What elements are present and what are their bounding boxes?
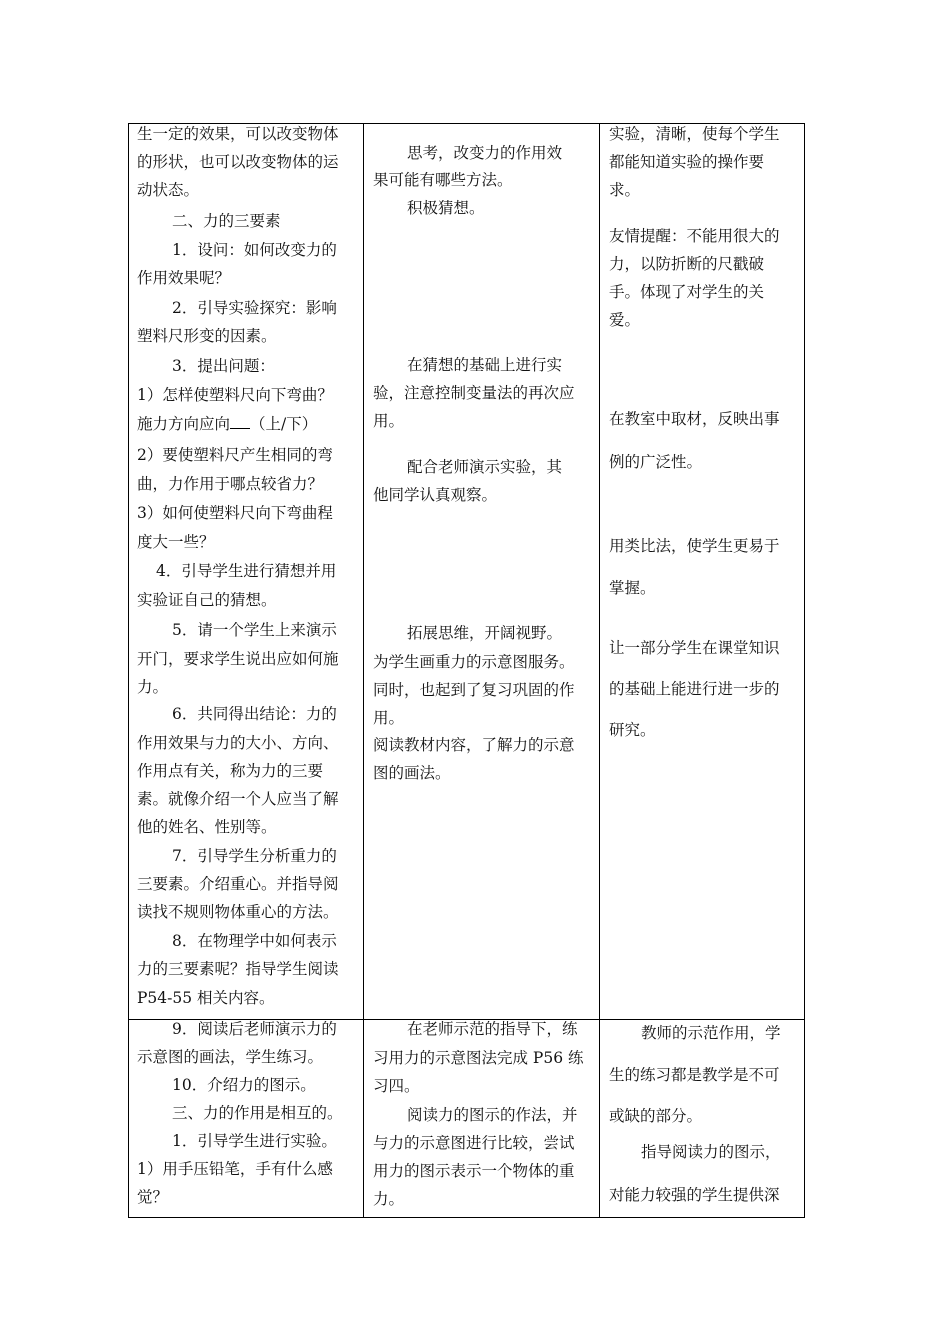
text-line: 习四。: [373, 1077, 420, 1095]
text-line: 生一定的效果，可以改变物体: [137, 125, 339, 143]
text-line: 用力的图示表示一个物体的重: [373, 1162, 575, 1180]
text-line: 6．共同得出结论：力的: [172, 705, 337, 723]
text-line: 5．请一个学生上来演示: [172, 621, 337, 639]
text-line: 教师的示范作用，学: [641, 1024, 781, 1042]
table-border-left: [128, 123, 129, 1218]
text-line: 用。: [373, 709, 405, 727]
text-line: 3．提出问题：: [172, 357, 275, 375]
text-line: 研究。: [609, 721, 656, 739]
text-line: 9．阅读后老师演示力的: [172, 1020, 337, 1038]
table-border-right: [804, 123, 805, 1218]
text-line: 验，注意控制变量法的再次应: [373, 384, 575, 402]
text-line: 积极猜想。: [407, 199, 485, 217]
text-line: 图的画法。: [373, 764, 451, 782]
text-line: 手。体现了对学生的关: [609, 283, 765, 301]
text-line: 配合老师演示实验，其: [407, 458, 563, 476]
text-line: 三要素。介绍重心。并指导阅: [137, 875, 339, 893]
text-line: 3）如何使塑料尺向下弯曲程: [137, 504, 333, 522]
text-line: 1）怎样使塑料尺向下弯曲？: [137, 386, 333, 404]
text-line: 曲，力作用于哪点较省力？: [137, 475, 324, 493]
text-line: 1）用手压铅笔，手有什么感: [137, 1160, 333, 1178]
text-line: 力，以防折断的尺戳破: [609, 255, 765, 273]
text-line: 掌握。: [609, 579, 656, 597]
text-line: 开门，要求学生说出应如何施: [137, 650, 339, 668]
text-line: 的基础上能进行进一步的: [609, 680, 780, 698]
text-line: 2．引导实验探究：影响: [172, 299, 337, 317]
text-line: 7．引导学生分析重力的: [172, 847, 337, 865]
text-line: 友情提醒：不能用很大的: [609, 227, 780, 245]
text-line: 度大一些？: [137, 533, 215, 551]
question-text: 施力方向应向: [137, 415, 231, 433]
answer-blank: [230, 412, 250, 429]
column-divider-2: [599, 123, 600, 1218]
question-hint: （上/下）: [250, 415, 318, 433]
text-line: 生的练习都是教学是不可: [609, 1066, 780, 1084]
text-line: 4．引导学生进行猜想并用: [156, 562, 337, 580]
text-line: 素。就像介绍一个人应当了解: [137, 790, 339, 808]
text-line: 同时，也起到了复习巩固的作: [373, 681, 575, 699]
text-line: 阅读力的图示的作法，并: [407, 1106, 578, 1124]
text-line: 例的广泛性。: [609, 453, 703, 471]
text-line: 为学生画重力的示意图服务。: [373, 653, 575, 671]
text-line: 10．介绍力的图示。: [172, 1076, 316, 1094]
text-line: 作用效果呢？: [137, 269, 231, 287]
section-heading: 三、力的作用是相互的。: [172, 1104, 343, 1122]
text-line: 在老师示范的指导下，练: [407, 1020, 578, 1038]
text-line: 指导阅读力的图示，: [641, 1143, 781, 1161]
text-line: 力。: [137, 678, 169, 696]
text-line: 在猜想的基础上进行实: [407, 356, 563, 374]
text-line: 他同学认真观察。: [373, 486, 498, 504]
text-line: 爱。: [609, 311, 641, 329]
text-line: 习用力的示意图法完成 P56 练: [373, 1049, 584, 1067]
text-line: 让一部分学生在课堂知识: [609, 639, 780, 657]
text-line: 用。: [373, 412, 405, 430]
text-line: 2）要使塑料尺产生相同的弯: [137, 446, 333, 464]
text-line: 读找不规则物体重心的方法。: [137, 903, 339, 921]
text-line: 觉？: [137, 1188, 169, 1206]
section-heading: 二、力的三要素: [172, 212, 281, 230]
text-line: 思考，改变力的作用效: [407, 144, 563, 162]
text-line: 求。: [609, 181, 641, 199]
text-line: 力。: [373, 1190, 405, 1208]
text-line: 动状态。: [137, 181, 200, 199]
text-line: 拓展思维，开阔视野。: [407, 624, 563, 642]
text-line: 8．在物理学中如何表示: [172, 932, 337, 950]
text-line: 实验证自己的猜想。: [137, 591, 277, 609]
text-line: 他的姓名、性别等。: [137, 818, 277, 836]
text-line: 1．设问：如何改变力的: [172, 241, 337, 259]
fill-in-question: [137, 410, 317, 438]
text-line: 或缺的部分。: [609, 1107, 703, 1125]
text-line: 塑料尺形变的因素。: [137, 327, 277, 345]
text-line: 示意图的画法，学生练习。: [137, 1048, 324, 1066]
table-border-bottom: [128, 1217, 805, 1218]
text-line: 果可能有哪些方法。: [373, 171, 513, 189]
text-line: 作用效果与力的大小、方向、: [137, 734, 339, 752]
text-line: 都能知道实验的操作要: [609, 153, 765, 171]
text-line: 实验，清晰，使每个学生: [609, 125, 780, 143]
text-line: 力的三要素呢？指导学生阅读: [137, 960, 339, 978]
text-line: 在教室中取材，反映出事: [609, 410, 780, 428]
column-divider-1: [363, 123, 364, 1218]
text-line: P54-55 相关内容。: [137, 989, 275, 1007]
text-line: 1．引导学生进行实验。: [172, 1132, 337, 1150]
text-line: 与力的示意图进行比较，尝试: [373, 1134, 575, 1152]
text-line: 阅读教材内容，了解力的示意: [373, 736, 575, 754]
text-line: 的形状，也可以改变物体的运: [137, 153, 339, 171]
text-line: 用类比法，使学生更易于: [609, 537, 780, 555]
text-line: 对能力较强的学生提供深: [609, 1186, 780, 1204]
text-line: 作用点有关，称为力的三要: [137, 762, 324, 780]
